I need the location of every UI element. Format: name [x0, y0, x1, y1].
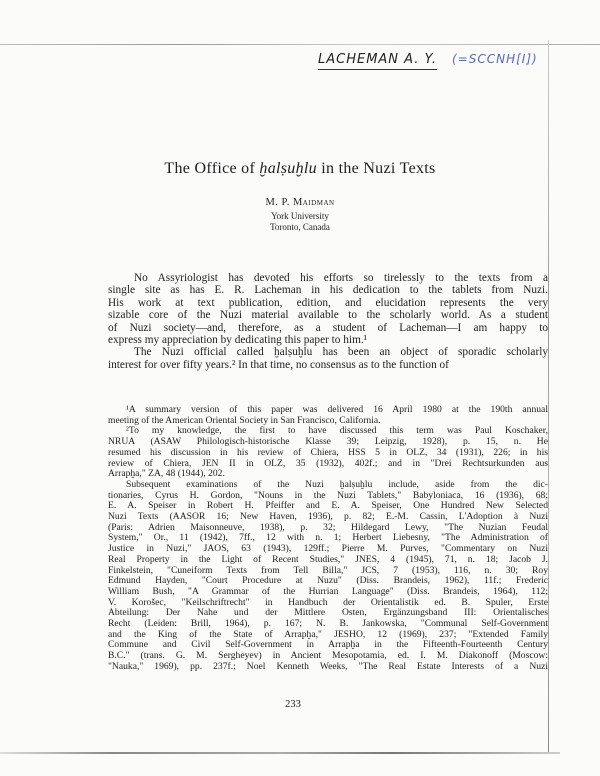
footnote-line: Subsequent examinations of the Nuzi ḫalṣuḫlu include, aside from the dic-: [126, 479, 548, 490]
body-text-line: The Nuzi official called ḫalṣuḫlu has been an object of sporadic scholarly: [134, 346, 548, 359]
footnote-line: and the King of the State of Arrapḫa," JESHO, 12 (1969), 237; "Extended Family: [108, 629, 548, 640]
footnote-line: NRUA (ASAW Philologisch-historische Klasse 39; Leipzig, 1928), p. 15, n. He: [108, 437, 548, 448]
body-text-line: single site as has E. R. Lacheman in his dedication to the tablets from Nuzi.: [108, 284, 548, 297]
footnote-line: (Paris: Adrien Maisonneuve, 1938), p. 32; Hildegard Lewy, "The Nuzian Feudal: [108, 522, 548, 533]
footnote-line: tionaries, Cyrus H. Gordon, "Nouns in the Nuzi Tablets," Babyloniaca, 16 (1936), 68;: [108, 490, 548, 501]
footnote-line: System," Or., 11 (1942), 7ff., 12 with n. 1; Herbert Liebesny, "The Administration of: [108, 533, 548, 544]
footnote-line: meeting of the American Oriental Society in San Francisco, California.: [108, 415, 381, 426]
footnote-line: review of Chiera, JEN II in OLZ, 35 (1932), 402f.; and in "Drei Rechtsurkunden aus: [108, 458, 548, 469]
body-text-line: sizable core of the Nuzi material available to the scholarly world. As a student: [108, 309, 548, 322]
author-name: M. P. Maidman: [265, 197, 335, 208]
footnote-line: ¹A summary version of this paper was delivered 16 April 1980 at the 190th annual: [126, 405, 548, 415]
footnote-line: Real Property in the Light of Recent Studies," JNES, 4 (1945), 71, n. 18; Jacob J.: [108, 554, 548, 565]
footnote-line: E. A. Speiser in Robert H. Pfeiffer and E. A. Speiser, One Hundred New Selected: [108, 501, 548, 512]
footnote-line: "Nauka," 1969), pp. 237f.; Noel Kenneth Weeks, "The Real Estate Interests of a Nuzi: [108, 661, 548, 672]
body-text-line: express my appreciation by dedicating this paper to him.¹: [108, 334, 368, 347]
footnote-line: Edmund Hayden, "Court Procedure at Nuzu" (Diss. Brandeis, 1962), 11f.; Frederic: [108, 576, 548, 587]
title-term: ḫalṣuḫlu: [259, 160, 317, 177]
footnote-line: Abteilung: Der Nahe und der Mittlere Osten, Ergänzungsband III: Orientalisches: [108, 608, 548, 619]
footnote-line: ²To my knowledge, the first to have discussed this term was Paul Koschaker,: [126, 426, 548, 437]
body-text-line: No Assyriologist has devoted his efforts so tirelessly to the texts from a: [134, 272, 548, 284]
footnote-line: Arrapḫa," ZA, 48 (1944), 202.: [108, 469, 225, 480]
handwritten-annotation-ref: (=SCCNH[I]): [452, 52, 538, 66]
footnotes: [108, 405, 548, 673]
footnote-line: Finkelstein, "Cuneiform Texts from Tell Billa," JCS, 7 (1953), 116, n. 30; Roy: [108, 565, 548, 576]
footnote-line: Commune and Civil Self-Government in Arrapḫa in the Fifteenth-Fourteenth Century: [108, 640, 548, 651]
title-start: The Office of: [164, 160, 260, 177]
scan-edge-bottom: [0, 752, 560, 754]
footnote-line: Nuzi Texts (AASOR 16; New Haven, 1936), p. 82; E.-M. Cassin, L'Adoption à Nuzi: [108, 512, 548, 523]
scan-edge-right: [548, 40, 549, 752]
author-affiliation-university: York University: [271, 211, 329, 221]
footnote-line: Justice in Nuzi," JAOS, 63 (1943), 129ff.; Pierre M. Purves, "Commentary on Nuzi: [108, 544, 548, 555]
title-end: in the Nuzi Texts: [316, 160, 436, 177]
handwritten-annotation-name: LACHEMAN A. Y.: [318, 52, 437, 70]
footnote-line: V. Korošec, "Keilschriftrecht" in Handbuch der Orientalistik ed. B. Spuler, Erste: [108, 597, 548, 608]
footnote-line: resumed his discussion in his review of Chiera, HSS 5 in OLZ, 34 (1931), 226; in his: [108, 447, 548, 458]
footnote-line: Recht (Leiden: Brill, 1964), p. 167; N. B. Jankowska, "Communal Self-Government: [108, 619, 548, 630]
body-text-line: His work at text publication, edition, and elucidation represents the very: [108, 296, 548, 309]
body-text: [108, 272, 548, 371]
scan-edge-top: [0, 44, 600, 45]
body-text-line: interest for over fifty years.² In that time, no consensus as to the function of: [108, 358, 449, 371]
article-title: [0, 160, 600, 178]
footnote-line: William Bush, "A Grammar of the Hurrian Language" (Diss. Brandeis, 1964), 112;: [108, 586, 548, 597]
author-affiliation-location: Toronto, Canada: [270, 222, 330, 232]
footnote-line: B.C." (trans. G. M. Sergheyev) in Ancient Mesopotamia, ed. I. M. Diakonoff (Moscow:: [108, 651, 548, 662]
page-number: 233: [285, 699, 301, 710]
body-text-line: of Nuzi society—and, therefore, as a student of Lacheman—I am happy to: [108, 321, 548, 334]
